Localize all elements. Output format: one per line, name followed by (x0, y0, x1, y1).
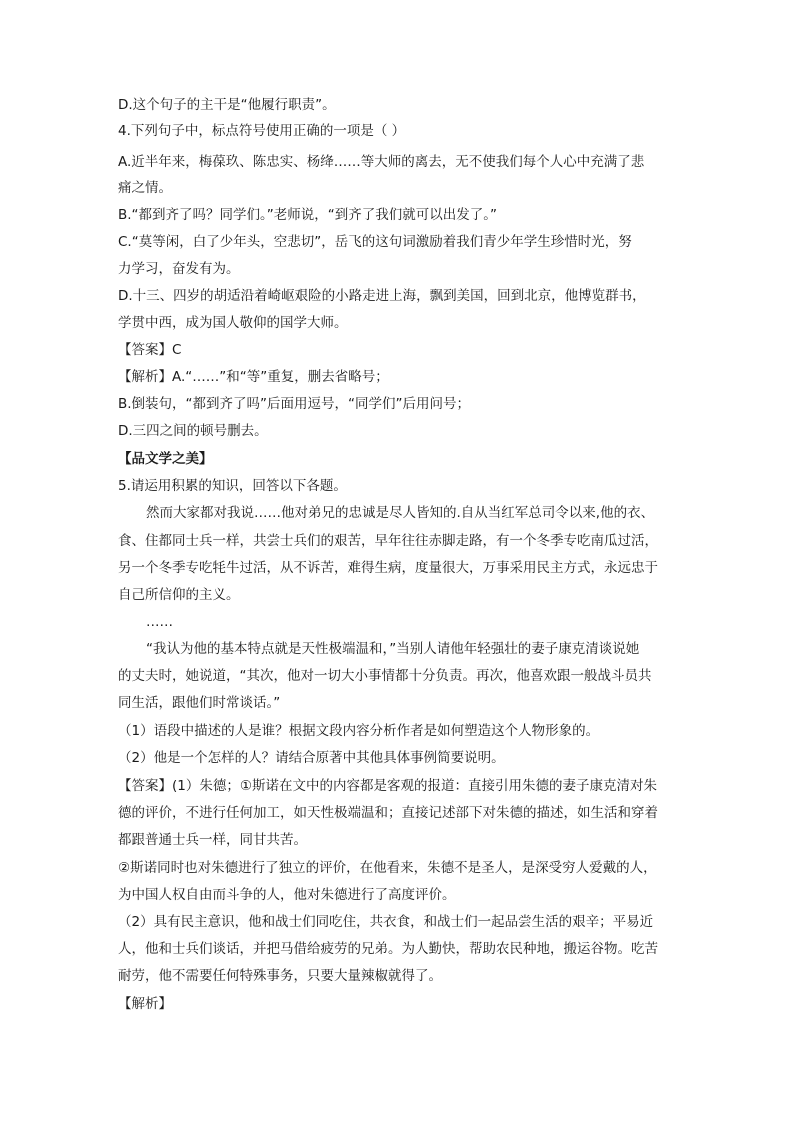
answer-line: 都跟普通士兵一样，同甘共苦。 (118, 832, 307, 848)
analysis-line: B.倒装句，“都到齐了吗”后面用逗号，“同学们”后用问号； (118, 396, 471, 412)
sub-question-1: （1）语段中描述的人是谁？根据文段内容分析作者是如何塑造这个人物形象的。 (118, 723, 600, 739)
sub-question-2: （2）他是一个怎样的人？请结合原著中其他具体事例简要说明。 (118, 750, 505, 766)
passage-line: “我认为他的基本特点就是天性极端温和，”当别人请他年轻强壮的妻子康克清谈说她 (146, 641, 640, 657)
analysis-label: 【解析】 (118, 996, 172, 1012)
answer-line: ②斯诺同时也对朱德进行了独立的评价，在他看来，朱德不是圣人，是深受穷人爱戴的人， (118, 860, 657, 876)
text-line: D.这个句子的主干是“他履行职责”。 (118, 97, 336, 113)
option-b: B.“都到齐了吗？同学们。”老师说，“到齐了我们就可以出发了。” (118, 207, 498, 223)
option-a: A.近半年来，梅葆玖、陈忠实、杨绛……等大师的离去，无不使我们每个人心中充满了悲 (118, 154, 645, 170)
section-heading: 【品文学之美】 (118, 451, 213, 467)
answer-label: 【答案】C (118, 342, 182, 358)
analysis-line: 【解析】A.“……”和“等”重复，删去省略号； (118, 369, 389, 385)
answer-line: 德的评价，不进行任何加工，如天性极端温和；直接记述部下对朱德的描述，如生活和穿着 (118, 805, 658, 821)
option-c-continued: 力学习，奋发有为。 (118, 261, 240, 277)
answer-line: 耐劳，他不需要任何特殊事务，只要大量辣椒就得了。 (118, 968, 442, 984)
passage-line: 同生活，跟他们时常谈话。” (118, 695, 281, 711)
passage-line: 另一个冬季专吃牦牛过活，从不诉苦，难得生病，度量很大，万事采用民主方式，永远忠于 (118, 560, 658, 576)
analysis-line: D.三四之间的顿号删去。 (118, 423, 268, 439)
passage-line: 食、住都同士兵一样，共尝士兵们的艰苦，早年往往赤脚走路，有一个冬季专吃南瓜过活， (118, 533, 658, 549)
answer-line: 人，他和士兵们谈话，并把马借给疲劳的兄弟。为人勤快，帮助农民种地，搬运谷物。吃苦 (118, 941, 658, 957)
option-d-continued: 学贯中西，成为国人敬仰的国学大师。 (118, 315, 348, 331)
passage-line: 然而大家都对我说……他对弟兄的忠诚是尽人皆知的.自从当红军总司令以来,他的衣、 (146, 505, 655, 521)
answer-line: 为中国人权自由而斗争的人，他对朱德进行了高度评价。 (118, 887, 456, 903)
option-c: C.“莫等闲，白了少年头，空悲切”，岳飞的这句词激励着我们青少年学生珍惜时光，努 (118, 234, 632, 250)
answer-line: （2）具有民主意识，他和战士们同吃住，共衣食，和战士们一起品尝生活的艰辛；平易近 (118, 914, 654, 930)
question-5-stem: 5.请运用积累的知识，回答以下各题。 (118, 478, 347, 494)
question-4-stem: 4.下列句子中，标点符号使用正确的一项是（ ） (118, 123, 406, 139)
option-a-continued: 痛之情。 (118, 180, 172, 196)
passage-line: 的丈夫时，她说道，“其次，他对一切大小事情都十分负责。再次，他喜欢跟一般战斗员共 (118, 668, 652, 684)
answer-line: 【答案】(1）朱德；①斯诺在文中的内容都是客观的报道：直接引用朱德的妻子康克清对朱 (118, 778, 657, 794)
passage-ellipsis: …… (146, 614, 173, 630)
option-d: D.十三、四岁的胡适沿着崎岖艰险的小路走进上海，飘到美国，回到北京，他博览群书， (118, 288, 646, 304)
passage-line: 自己所信仰的主义。 (118, 587, 240, 603)
